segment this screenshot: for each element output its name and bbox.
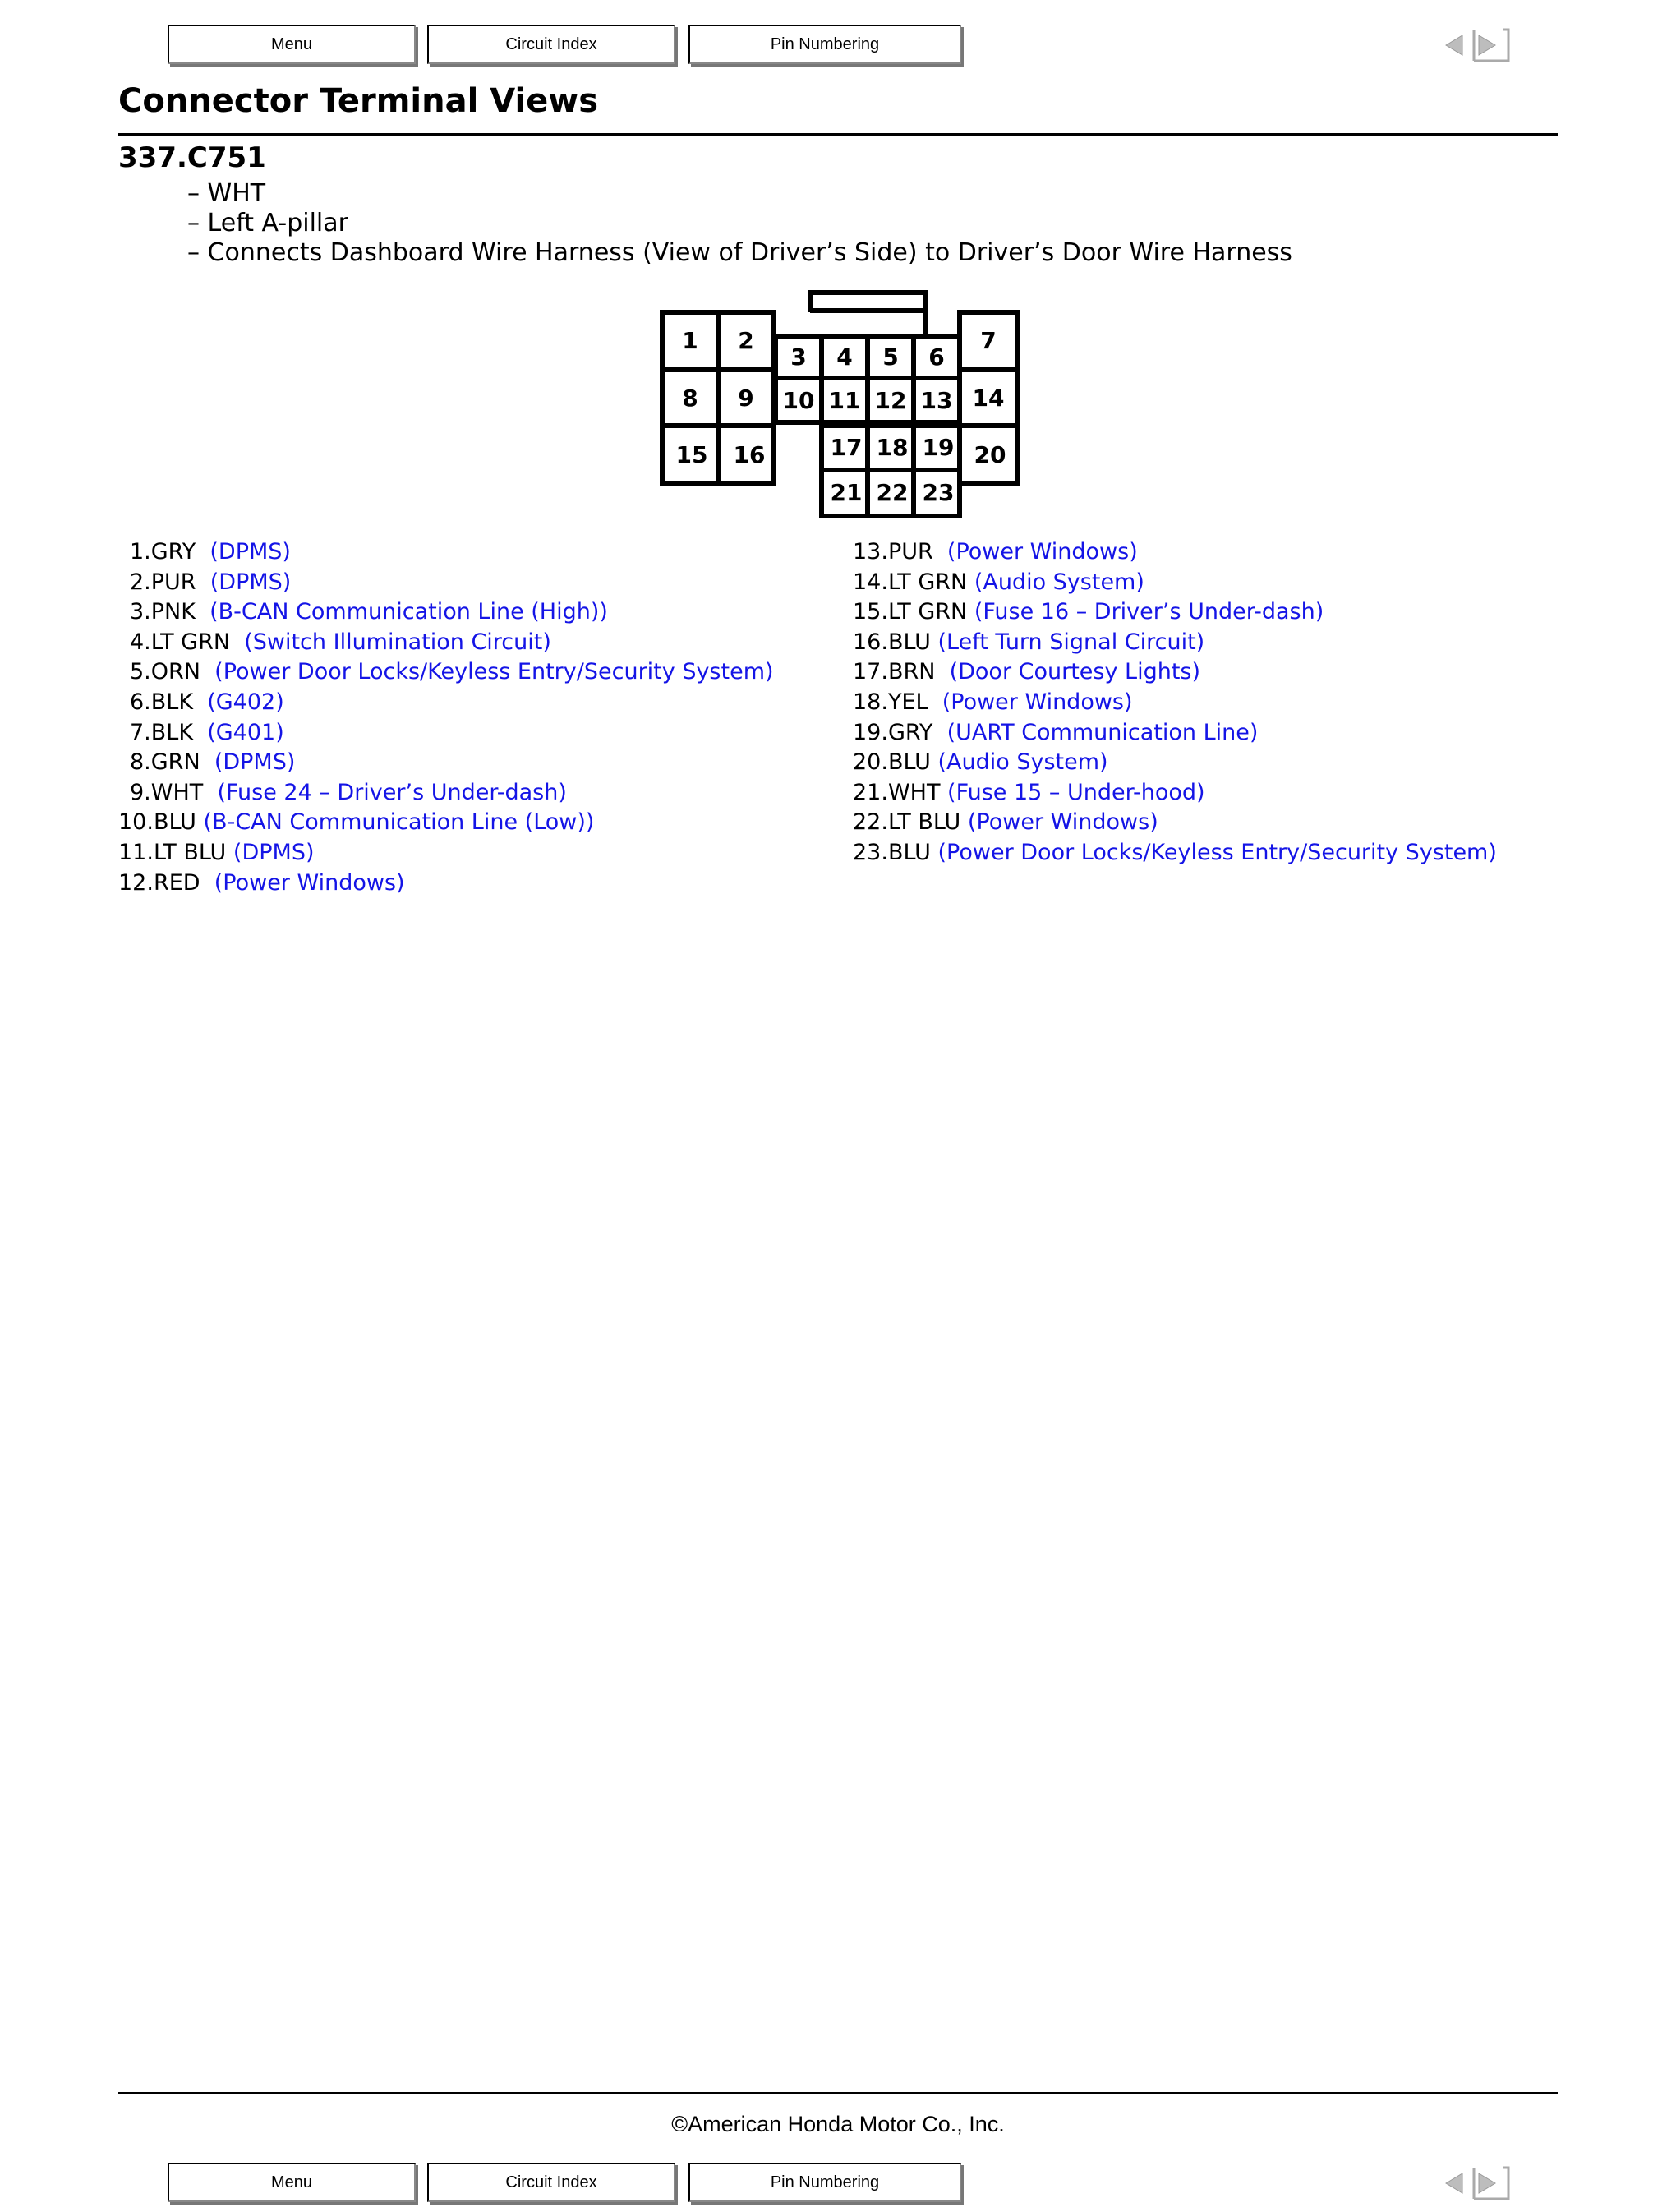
pin-row bbox=[118, 869, 774, 899]
circuit-link[interactable]: (DPMS) bbox=[210, 539, 291, 565]
circuit-link[interactable]: (Door Courtesy Lights) bbox=[949, 659, 1201, 685]
connector-connects: – Connects Dashboard Wire Harness (View of Driver’s Side) to Driver’s Door Wire Harness bbox=[187, 238, 1292, 268]
pin-label: 15.LT GRN bbox=[853, 599, 968, 625]
cavity-label: 3 bbox=[790, 343, 807, 371]
cavity-label: 1 bbox=[682, 327, 698, 354]
pin-row bbox=[118, 568, 774, 598]
pin-label: 3.PNK bbox=[130, 599, 196, 625]
cavity-label: 21 bbox=[830, 479, 863, 506]
cavity-label: 19 bbox=[922, 434, 955, 461]
pin-row bbox=[853, 838, 1497, 869]
pin-row bbox=[118, 657, 774, 688]
connector-color: – WHT bbox=[187, 179, 1292, 209]
pin-label: 13.PUR bbox=[853, 539, 933, 565]
pin-row bbox=[118, 808, 774, 838]
connector-terminal-diagram bbox=[0, 0, 1676, 575]
cavity-label: 11 bbox=[828, 387, 861, 414]
cavity-label: 6 bbox=[928, 343, 945, 371]
pin-label: 22.LT BLU bbox=[853, 809, 961, 836]
pin-numbering-button[interactable]: Pin Numbering bbox=[688, 25, 961, 64]
circuit-link[interactable]: (Power Door Locks/Keyless Entry/Security System) bbox=[214, 659, 774, 685]
circuit-link[interactable]: (Fuse 15 – Under-hood) bbox=[947, 779, 1205, 805]
pin-label: 19.GRY bbox=[853, 719, 933, 745]
menu-button[interactable]: Menu bbox=[168, 25, 416, 64]
pin-label: 9.WHT bbox=[130, 779, 204, 805]
pin-row bbox=[118, 748, 774, 778]
pin-row bbox=[118, 597, 774, 628]
pin-row bbox=[118, 628, 774, 658]
connector-location: – Left A-pillar bbox=[187, 209, 1292, 238]
pin-label: 17.BRN bbox=[853, 659, 936, 685]
pin-row bbox=[853, 778, 1497, 809]
cavity-label: 18 bbox=[876, 434, 909, 461]
pin-row bbox=[118, 718, 774, 749]
pin-label: 10.BLU bbox=[118, 809, 196, 836]
pin-label: 14.LT GRN bbox=[853, 569, 968, 595]
next-page-icon[interactable] bbox=[1479, 2173, 1495, 2193]
pin-row bbox=[118, 688, 774, 718]
cavity-label: 5 bbox=[882, 343, 899, 371]
pin-row bbox=[853, 628, 1497, 658]
cavity-label: 13 bbox=[920, 387, 953, 414]
circuit-link[interactable]: (Power Windows) bbox=[214, 869, 405, 896]
pin-row bbox=[853, 808, 1497, 838]
cavity-label: 7 bbox=[980, 327, 997, 354]
cavity-label: 23 bbox=[922, 479, 955, 506]
cavity-label: 22 bbox=[876, 479, 909, 506]
circuit-link[interactable]: (Left Turn Signal Circuit) bbox=[937, 629, 1205, 655]
pin-label: 16.BLU bbox=[853, 629, 931, 655]
circuit-link[interactable]: (Power Windows) bbox=[967, 809, 1158, 836]
pin-label: 1.GRY bbox=[130, 539, 196, 565]
circuit-link[interactable]: (B-CAN Communication Line (High)) bbox=[210, 599, 608, 625]
pin-row bbox=[853, 718, 1497, 749]
pin-label: 5.ORN bbox=[130, 659, 200, 685]
cavity-label: 12 bbox=[874, 387, 907, 414]
circuit-link[interactable]: (Power Windows) bbox=[942, 689, 1133, 715]
pin-row bbox=[118, 537, 774, 568]
circuit-link[interactable]: (Fuse 16 – Driver’s Under-dash) bbox=[974, 599, 1324, 625]
cavity-label: 17 bbox=[830, 434, 863, 461]
pin-label: 21.WHT bbox=[853, 779, 941, 805]
circuit-link[interactable]: (DPMS) bbox=[233, 839, 315, 865]
cavity-label: 2 bbox=[738, 327, 754, 354]
pin-row bbox=[853, 688, 1497, 718]
circuit-link[interactable]: (Power Door Locks/Keyless Entry/Security System) bbox=[937, 839, 1497, 865]
circuit-link[interactable]: (G402) bbox=[207, 689, 284, 715]
page-title: Connector Terminal Views bbox=[118, 82, 599, 120]
circuit-link[interactable]: (Fuse 24 – Driver’s Under-dash) bbox=[217, 779, 567, 805]
circuit-link[interactable]: (DPMS) bbox=[210, 569, 292, 595]
pin-label: 7.BLK bbox=[130, 719, 194, 745]
circuit-link[interactable]: (Audio System) bbox=[937, 749, 1108, 776]
bottom-nav bbox=[0, 2163, 1676, 2212]
pin-label: 18.YEL bbox=[853, 689, 928, 715]
menu-button[interactable]: Menu bbox=[168, 2163, 416, 2202]
circuit-link[interactable]: (Audio System) bbox=[974, 569, 1144, 595]
pin-row bbox=[853, 597, 1497, 628]
cavity-label: 4 bbox=[836, 343, 853, 371]
circuit-link[interactable]: (Power Windows) bbox=[946, 539, 1138, 565]
pin-label: 12.RED bbox=[118, 869, 200, 896]
circuit-link[interactable]: (B-CAN Communication Line (Low)) bbox=[203, 809, 595, 836]
cavity-label: 8 bbox=[682, 385, 698, 412]
pin-label: 20.BLU bbox=[853, 749, 931, 776]
pin-numbering-button[interactable]: Pin Numbering bbox=[688, 2163, 961, 2202]
cavity-label: 16 bbox=[733, 441, 766, 468]
circuit-link[interactable]: (UART Communication Line) bbox=[946, 719, 1259, 745]
pin-label: 6.BLK bbox=[130, 689, 194, 715]
cavity-label: 10 bbox=[782, 387, 815, 414]
copyright-notice: ©American Honda Motor Co., Inc. bbox=[671, 2112, 1005, 2136]
circuit-link[interactable]: (DPMS) bbox=[214, 749, 296, 776]
pin-row bbox=[118, 838, 774, 869]
footer-divider bbox=[118, 2092, 1558, 2094]
pin-row bbox=[853, 568, 1497, 598]
circuit-index-button[interactable]: Circuit Index bbox=[427, 25, 675, 64]
cavity-label: 14 bbox=[972, 385, 1005, 412]
pin-label: 2.PUR bbox=[130, 569, 196, 595]
circuit-index-button[interactable]: Circuit Index bbox=[427, 2163, 675, 2202]
pin-label: 4.LT GRN bbox=[130, 629, 231, 655]
cavity-label: 20 bbox=[974, 441, 1006, 468]
pin-row bbox=[118, 778, 774, 809]
circuit-link[interactable]: (G401) bbox=[207, 719, 284, 745]
circuit-link[interactable]: (Switch Illumination Circuit) bbox=[244, 629, 551, 655]
connector-id: 337.C751 bbox=[118, 141, 266, 174]
pin-label: 23.BLU bbox=[853, 839, 931, 865]
pin-list-right bbox=[853, 537, 1497, 869]
prev-page-icon[interactable] bbox=[1446, 2173, 1462, 2193]
cavity-label: 15 bbox=[675, 441, 708, 468]
pin-row bbox=[853, 537, 1497, 568]
pin-list-left bbox=[118, 537, 774, 898]
pin-label: 11.LT BLU bbox=[118, 839, 227, 865]
page-arrows[interactable] bbox=[1443, 2164, 1512, 2202]
cavity-label: 9 bbox=[738, 385, 754, 412]
pin-label: 8.GRN bbox=[130, 749, 200, 776]
pin-row bbox=[853, 657, 1497, 688]
pin-row bbox=[853, 748, 1497, 778]
